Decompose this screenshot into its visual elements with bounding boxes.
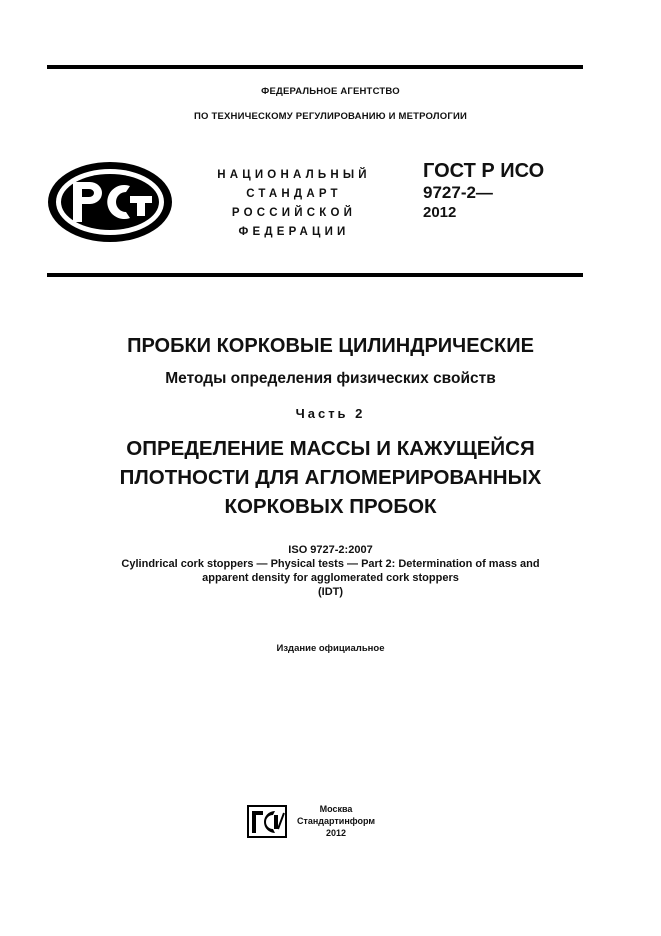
- agency-line-2: ПО ТЕХНИЧЕСКОМУ РЕГУЛИРОВАНИЮ И МЕТРОЛОГИИ: [194, 111, 467, 122]
- standartinform-logo-icon: [247, 805, 287, 838]
- rst-logo-icon: [46, 160, 174, 244]
- standard-designation: [423, 160, 544, 223]
- middle-rule: [47, 273, 583, 277]
- part-title-line-1: ОПРЕДЕЛЕНИЕ МАССЫ И КАЖУЩЕЙСЯ: [126, 437, 535, 460]
- national-line-3: РОССИЙСКОЙ: [231, 207, 357, 219]
- designation-line-1: ГОСТ Р ИСО: [423, 160, 545, 182]
- national-standard-block: [196, 166, 392, 242]
- part-title: [40, 434, 621, 521]
- part-title-line-3: КОРКОВЫХ ПРОБОК: [224, 495, 437, 518]
- publisher-name: Стандартинформ: [296, 816, 376, 826]
- iso-title-line-1: Cylindrical cork stoppers — Physical tests — Part 2: Determination of mass and: [121, 558, 540, 570]
- document-title: ПРОБКИ КОРКОВЫЕ ЦИЛИНДРИЧЕСКИЕ: [127, 335, 534, 357]
- iso-number: ISO 9727-2:2007: [288, 544, 373, 556]
- publisher-year: 2012: [325, 828, 347, 838]
- national-line-2: СТАНДАРТ: [246, 188, 342, 200]
- top-rule: [47, 65, 583, 69]
- designation-line-3: 2012: [423, 204, 457, 221]
- publisher-city: Москва: [319, 804, 353, 814]
- part-number: Часть 2: [295, 406, 366, 421]
- national-line-1: НАЦИОНАЛЬНЫЙ: [217, 169, 371, 181]
- iso-reference: [40, 543, 621, 599]
- designation-line-2: 9727-2—: [423, 183, 493, 202]
- national-line-4: ФЕДЕРАЦИИ: [238, 226, 350, 238]
- publisher-block: [296, 803, 376, 839]
- part-title-line-2: ПЛОТНОСТИ ДЛЯ АГЛОМЕРИРОВАННЫХ: [119, 466, 542, 489]
- edition-note: Издание официальное: [276, 643, 385, 654]
- iso-idt: (IDT): [317, 586, 344, 598]
- agency-line-1: ФЕДЕРАЛЬНОЕ АГЕНТСТВО: [261, 86, 400, 97]
- document-subtitle: Методы определения физических свойств: [165, 370, 496, 387]
- iso-title-line-2: apparent density for agglomerated cork stoppers: [202, 572, 459, 584]
